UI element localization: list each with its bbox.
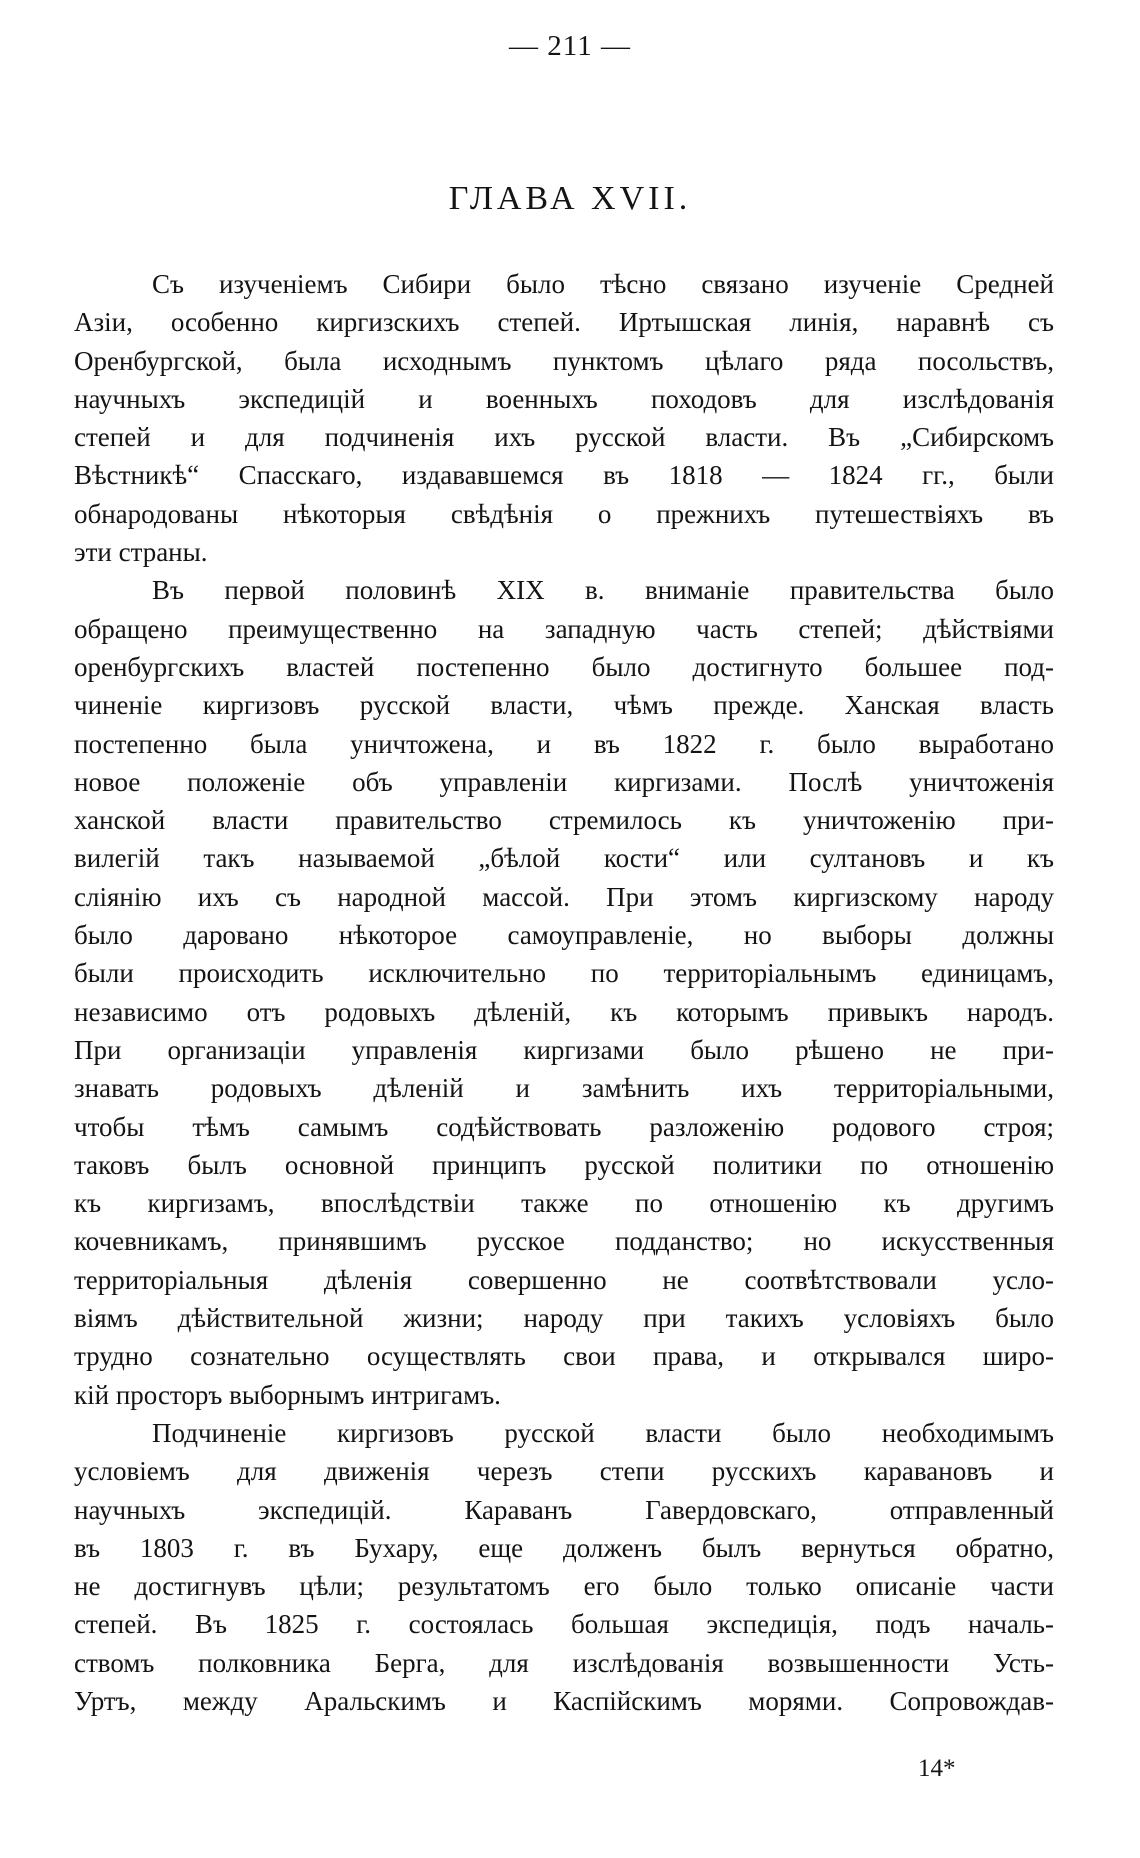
chapter-body	[74, 265, 1054, 1720]
text-line: были происходить исключительно по территоріальнымъ единицамъ,	[74, 958, 1054, 989]
text-line: Подчиненіе киргизовъ русской власти было необходимымъ	[152, 1417, 1054, 1448]
text-line: трудно сознательно осуществлять свои права, и открывался широ-	[74, 1341, 1054, 1372]
text-line: степей. Въ 1825 г. состоялась большая экспедиція, подъ началь-	[74, 1609, 1054, 1640]
text-line: условіемъ для движенія черезъ степи русскихъ каравановъ и	[74, 1456, 1054, 1487]
paragraph-3	[74, 1414, 1054, 1720]
text-line: таковъ былъ основной принципъ русской политики по отношенію	[74, 1149, 1054, 1180]
text-line: ствомъ полковника Берга, для изслѣдованія возвышенности Усть-	[74, 1647, 1054, 1678]
paragraph-1	[74, 265, 1054, 571]
text-line: кочевникамъ, принявшимъ русское подданство; но искусственныя	[74, 1226, 1054, 1257]
text-line: При организаціи управленія киргизами было рѣшено не при-	[74, 1034, 1054, 1065]
page-number: — 211 —	[509, 30, 631, 62]
text-line: чиненіе киргизовъ русской власти, чѣмъ прежде. Ханская власть	[74, 690, 1054, 721]
printer-signature-mark: 14*	[918, 1755, 956, 1782]
text-line: Съ изученіемъ Сибири было тѣсно связано изученіе Средней	[152, 269, 1054, 299]
text-line: эти страны.	[74, 537, 208, 568]
text-line: кій просторъ выборнымъ интригамъ.	[74, 1379, 501, 1410]
text-line: научныхъ экспедицій. Караванъ Гавердовскаго, отправленный	[74, 1494, 1054, 1525]
text-line: Оренбургской, была исходнымъ пунктомъ цѣлаго ряда посольствъ,	[74, 345, 1054, 376]
text-line: было даровано нѣкоторое самоуправленіе, но выборы должны	[74, 920, 1054, 951]
text-line: Въ первой половинѣ XIX в. вниманіе правительства было	[152, 575, 1054, 606]
text-line: территоріальныя дѣленія совершенно не соотвѣтствовали усло-	[74, 1264, 1054, 1295]
text-line: научныхъ экспедицій и военныхъ походовъ для изслѣдованія	[74, 383, 1054, 414]
text-line: постепенно была уничтожена, и въ 1822 г. было выработано	[74, 728, 1054, 759]
text-line: обнародованы нѣкоторыя свѣдѣнія о прежнихъ путешествіяхъ въ	[74, 498, 1054, 529]
text-line: новое положеніе объ управленіи киргизами. Послѣ уничтоженія	[74, 766, 1054, 797]
text-line: знавать родовыхъ дѣленій и замѣнить ихъ территоріальными,	[74, 1073, 1054, 1104]
text-line: независимо отъ родовыхъ дѣленій, къ которымъ привыкъ народъ.	[74, 996, 1054, 1027]
chapter-title: ГЛАВА XVII.	[448, 180, 692, 217]
text-line: ханской власти правительство стремилось къ уничтоженію при-	[74, 805, 1054, 836]
text-line: віямъ дѣйствительной жизни; народу при такихъ условіяхъ было	[74, 1303, 1054, 1334]
text-line: вилегій такъ называемой „бѣлой кости“ или султановъ и къ	[74, 843, 1054, 874]
text-line: Уртъ, между Аральскимъ и Каспійскимъ морями. Сопровождав-	[74, 1685, 1054, 1716]
text-line: Вѣстникѣ“ Спасскаго, издававшемся въ 1818 — 1824 гг., были	[74, 460, 1054, 491]
text-line: обращено преимущественно на западную часть степей; дѣйствіями	[74, 613, 1054, 644]
text-line: сліянію ихъ съ народной массой. При этомъ киргизскому народу	[74, 881, 1054, 912]
text-line: Азіи, особенно киргизскихъ степей. Иртышская линія, наравнѣ съ	[74, 307, 1054, 338]
text-line: не достигнувъ цѣли; результатомъ его было только описаніе части	[74, 1571, 1054, 1602]
text-line: оренбургскихъ властей постепенно было достигнуто большее под-	[74, 651, 1054, 682]
text-line: къ киргизамъ, впослѣдствіи также по отношенію къ другимъ	[74, 1188, 1054, 1219]
text-line: степей и для подчиненія ихъ русской власти. Въ „Сибирскомъ	[74, 422, 1054, 453]
text-line: въ 1803 г. въ Бухару, еще долженъ былъ вернуться обратно,	[74, 1532, 1054, 1563]
text-line: чтобы тѣмъ самымъ содѣйствовать разложенію родового строя;	[74, 1111, 1054, 1142]
paragraph-2	[74, 571, 1054, 1414]
